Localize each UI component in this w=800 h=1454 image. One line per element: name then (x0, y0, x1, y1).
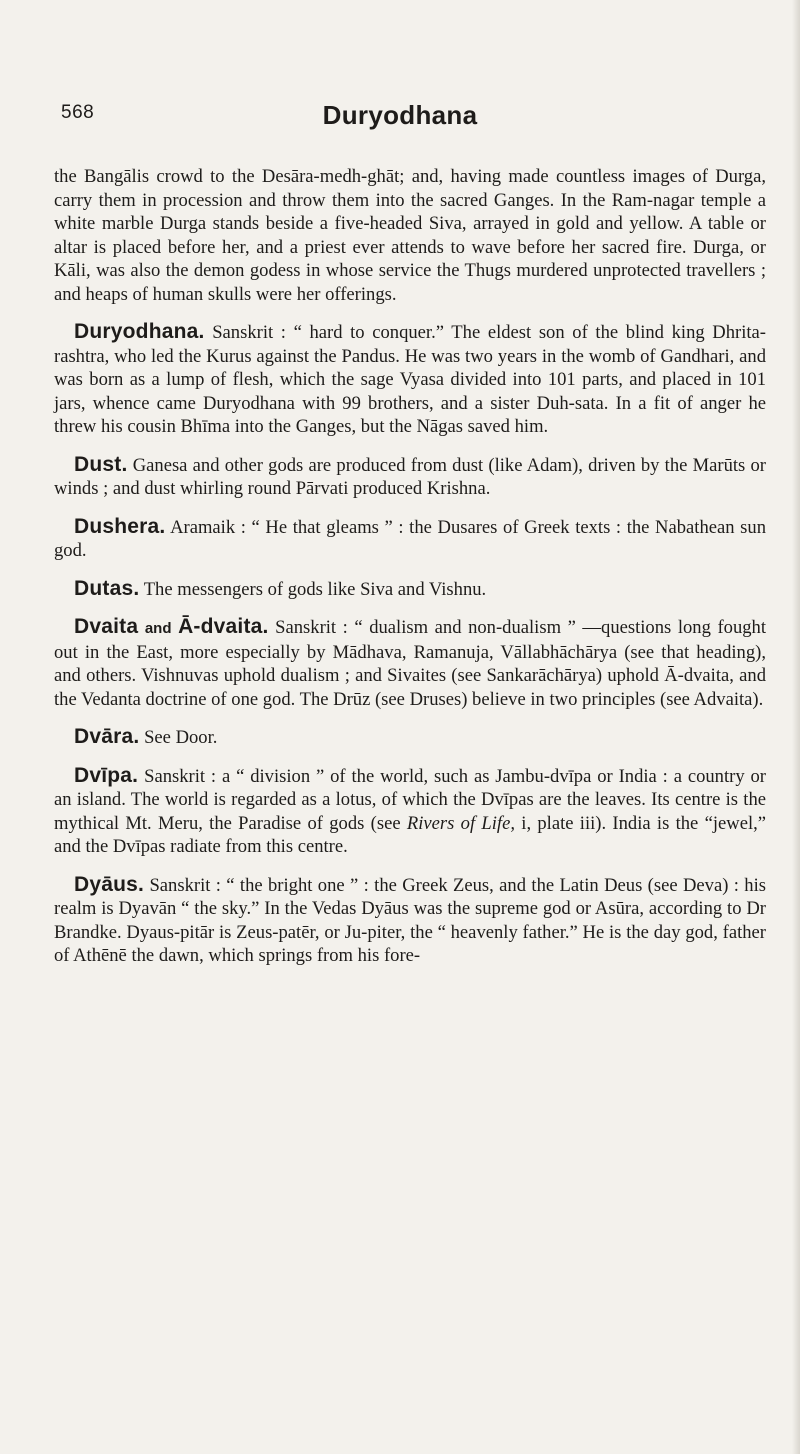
entry-headword: Duryodhana. (74, 320, 205, 343)
entry-text: Sanskrit : “ hard to conquer.” The eldest son of the blind king Dhrita-rashtra, who led the Kurus against the Pandus. He was two years in the womb of Gandhari, and was born as a lump of flesh, which the sage Vyasa divided into 101 parts, and placed in 101 jars, whence came Duryodhana with 99 brothers, and a sister Duh-sata. In a fit of anger he threw his cousin Bhīma into the Ganges, but the Nāgas saved him. (54, 322, 766, 437)
entry-text: Aramaik : “ He that gleams ” : the Dusares of Greek texts : the Nabathean sun god. (54, 516, 767, 561)
entry-dutas (54, 577, 766, 602)
entry-text: Sanskrit : “ the bright one ” : the Greek Zeus, and the Latin Deus (see Deva) : his realm is Dyavān “ the sky.” In the Vedas Dyāus was the supreme god or Asūra, according to Dr Brandke. Dyaus-pitār is Zeus-patēr, or Ju-piter, the “ heavenly father.” He is the day god, father of Athēnē the dawn, which springs from his fore- (54, 874, 766, 966)
page-edge-shadow (792, 0, 800, 1454)
entry-text: The messengers of gods like Siva and Vishnu. (143, 578, 487, 600)
entry-headword: Dyāus. (74, 872, 145, 896)
entry-headword-joiner: and (144, 620, 172, 637)
entry-dvara (54, 725, 766, 750)
entry-headword: Ā-dvaita. (178, 615, 269, 638)
entry-headword: Dvaita (74, 615, 139, 638)
entry-headword: Dvīpa. (74, 763, 139, 787)
running-head: Duryodhana (322, 100, 478, 130)
entry-headword: Dust. (74, 452, 128, 476)
entry-dvaita (54, 615, 766, 711)
entry-duryodhana (54, 320, 766, 439)
page-number: 568 (61, 102, 95, 123)
continued-paragraph: the Bangālis crowd to the Desāra-medh-ghāt; and, having made countless images of Durga, carry them in procession and throw them into the sacred Ganges. In the Ram-nagar temple a white marble Durga stands beside a five-headed Siva, arrayed in gold and yellow. A table or altar is placed before her, and a priest ever attends to wave before her sacred fire. Durga, or Kāli, was also the demon godess in whose service the Thugs murdered unprotected travellers ; and heaps of human skulls were her offerings. (54, 166, 766, 305)
entry-headword: Dushera. (74, 514, 166, 538)
entry-text: Ganesa and other gods are produced from dust (like Adam), driven by the Marūts or winds ; and dust whirling round Pārvati produced Krishna. (54, 454, 766, 499)
entry-dvipa (54, 764, 766, 859)
entry-text: i, plate iii). India is the “jewel,” and the Dvīpas radiate from this centre. (54, 812, 767, 857)
entry-headword: Dutas. (74, 576, 140, 600)
entry-dust (54, 453, 766, 501)
cross-reference: Rivers of Life, (406, 812, 515, 834)
entry-dushera (54, 515, 766, 563)
entry-text: Sanskrit : a “ division ” of the world, such as Jambu-dvīpa or India : a country or an island. The world is regarded as a lotus, of which the Dvīpas are the leaves. Its centre is the mythical Mt. Meru, the Paradise of gods (see (54, 765, 766, 834)
entry-text: Sanskrit : “ dualism and non-dualism ” —questions long fought out in the East, more especially by Mādhava, Ramanuja, Vāllabhāchārya (see that heading), and others. Vishnuvas uphold dualism ; and Sivaites (see Sankarāchārya) uphold Ā-dvaita, and the Vedanta doctrine of one god. The Drūz (see Druses) believe in two principles (see Advaita). (54, 617, 767, 710)
entry-text: See Door. (144, 727, 218, 748)
entry-headword: Dvāra. (74, 725, 140, 748)
entry-dyaus (54, 873, 766, 968)
page-body (54, 165, 766, 982)
